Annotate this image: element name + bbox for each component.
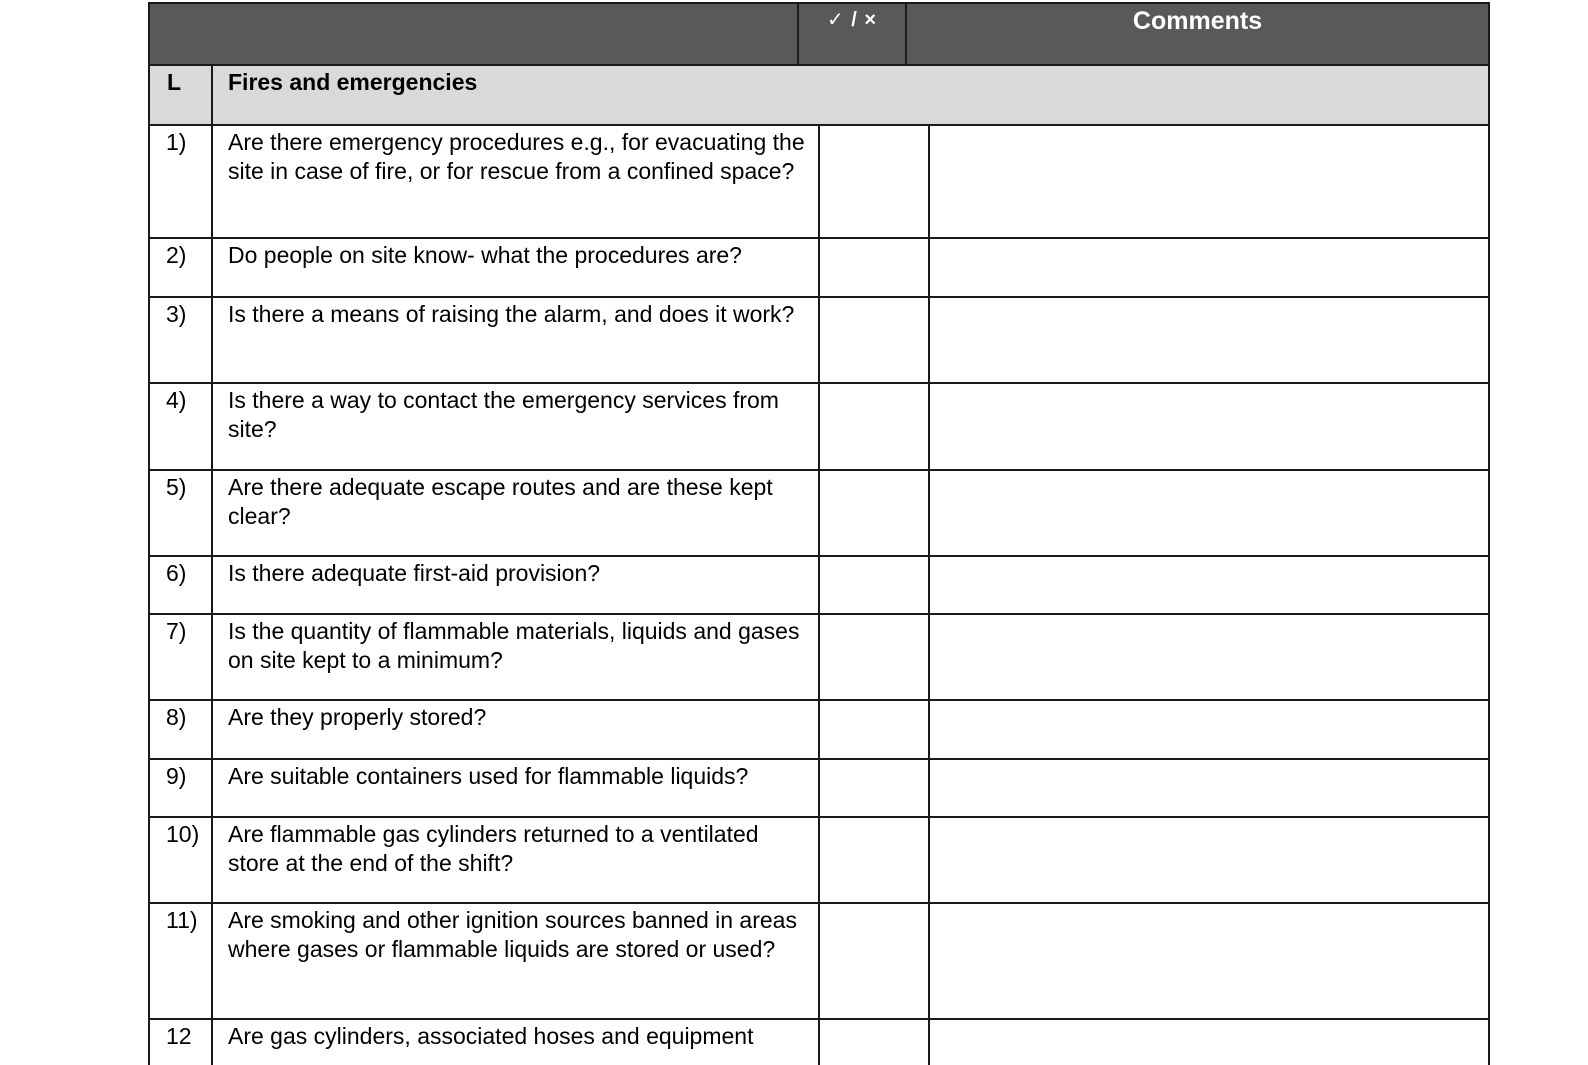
table-row [148, 126, 1490, 239]
column-divider [928, 1020, 930, 1065]
row-number: 11) [166, 907, 198, 933]
table-row [148, 615, 1490, 701]
row-question: Are gas cylinders, associated hoses and equipment [228, 1023, 754, 1049]
row-number: 12 [166, 1023, 192, 1049]
column-divider [928, 126, 930, 237]
column-divider [211, 239, 213, 296]
column-divider [818, 615, 820, 699]
column-divider [928, 557, 930, 613]
table-header [148, 2, 1490, 66]
row-number: 7) [166, 618, 187, 644]
row-question: Are there emergency procedures e.g., for evacuating the site in case of fire, or for rescue from a confined space? [228, 129, 805, 184]
column-divider [818, 760, 820, 816]
row-question: Are suitable containers used for flammable liquids? [228, 763, 749, 789]
row-number: 5) [166, 474, 187, 500]
column-divider [818, 384, 820, 469]
column-divider [818, 557, 820, 613]
column-divider [928, 818, 930, 902]
column-divider [211, 615, 213, 699]
column-divider [211, 384, 213, 469]
table-row [148, 701, 1490, 760]
row-question: Is there adequate first-aid provision? [228, 560, 601, 586]
row-question: Are flammable gas cylinders returned to a ventilated store at the end of the shift? [228, 821, 759, 876]
column-divider [818, 298, 820, 382]
table-row [148, 557, 1490, 615]
comments-column-header: Comments [1132, 7, 1263, 35]
column-divider [928, 904, 930, 1018]
column-divider [928, 615, 930, 699]
row-number: 1) [166, 129, 187, 155]
column-divider [928, 384, 930, 469]
row-number: 3) [166, 301, 187, 327]
row-question: Are they properly stored? [228, 704, 487, 730]
column-divider [818, 904, 820, 1018]
column-divider [211, 1020, 213, 1065]
column-divider [928, 760, 930, 816]
column-divider [928, 239, 930, 296]
column-divider [928, 701, 930, 758]
column-divider [818, 239, 820, 296]
table-row [148, 298, 1490, 384]
column-divider [211, 66, 213, 124]
row-question: Do people on site know- what the procedures are? [228, 242, 742, 268]
table-row [148, 239, 1490, 298]
table-row [148, 1020, 1490, 1065]
row-question: Is the quantity of flammable materials, liquids and gases on site kept to a minimum? [228, 618, 800, 673]
table-row [148, 818, 1490, 904]
column-divider [818, 701, 820, 758]
column-divider [818, 1020, 820, 1065]
row-number: 6) [166, 560, 187, 586]
row-question: Is there a way to contact the emergency services from site? [228, 387, 779, 442]
column-divider [211, 904, 213, 1018]
row-question: Is there a means of raising the alarm, and does it work? [228, 301, 795, 327]
section-header-row [148, 66, 1490, 126]
table-row [148, 904, 1490, 1020]
row-number: 9) [166, 763, 187, 789]
row-number: 8) [166, 704, 187, 730]
column-divider [211, 557, 213, 613]
check-column-header: ✓ / × [826, 9, 878, 31]
column-divider [211, 760, 213, 816]
column-divider [928, 298, 930, 382]
column-divider [818, 471, 820, 555]
row-question: Are smoking and other ignition sources banned in areas where gases or flammable liquids are stored or used? [228, 907, 797, 962]
row-number: 4) [166, 387, 187, 413]
section-letter: L [167, 69, 182, 95]
table-row [148, 384, 1490, 471]
column-divider [818, 126, 820, 237]
row-question: Are there adequate escape routes and are these kept clear? [228, 474, 773, 529]
column-divider [211, 701, 213, 758]
section-title: Fires and emergencies [228, 69, 478, 95]
column-divider [211, 126, 213, 237]
column-divider [818, 818, 820, 902]
column-divider [211, 298, 213, 382]
table-row [148, 760, 1490, 818]
row-number: 2) [166, 242, 187, 268]
column-divider [928, 471, 930, 555]
table-row [148, 471, 1490, 557]
column-divider [211, 818, 213, 902]
column-divider [211, 471, 213, 555]
row-number: 10) [166, 821, 200, 847]
